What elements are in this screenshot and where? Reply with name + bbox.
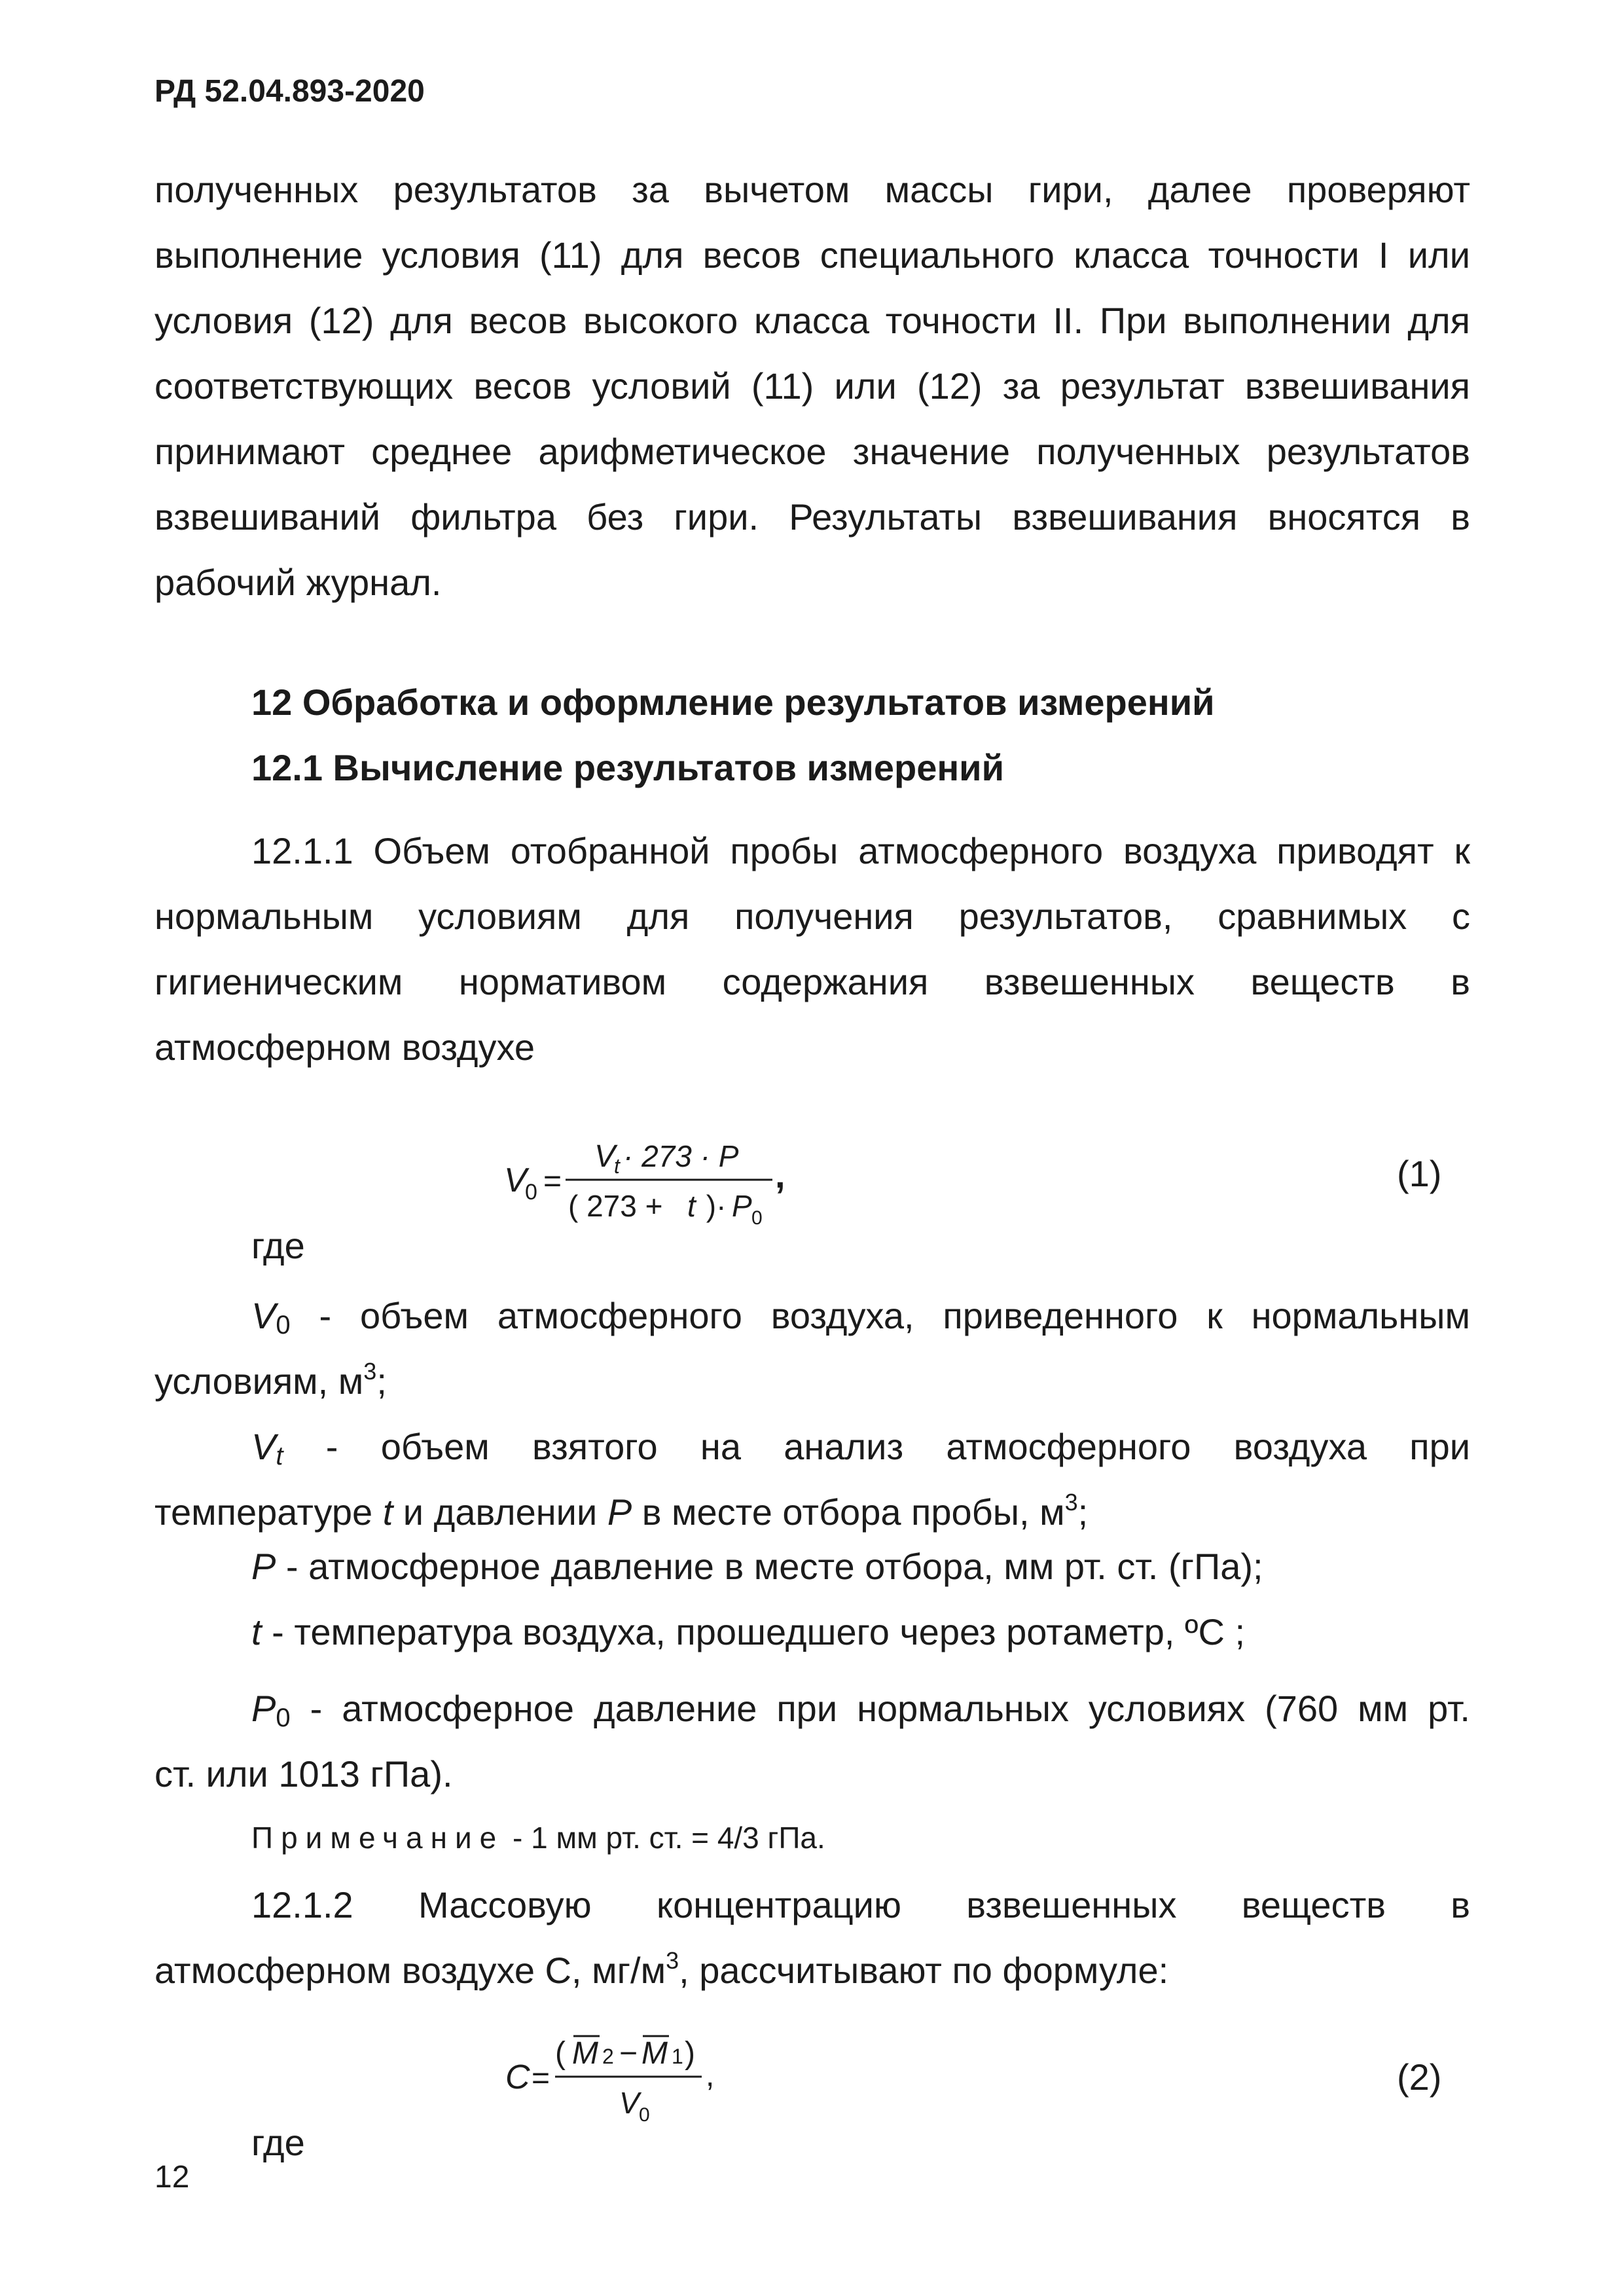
formula-1-comma: ,: [775, 1154, 785, 1195]
where-label: где: [251, 1225, 305, 1266]
where-label: где: [251, 2122, 305, 2163]
text-line: [154, 1414, 1470, 1480]
definition-p0: [154, 1676, 1470, 1807]
symbol: V: [251, 1295, 276, 1336]
definition-text: условиям, м: [154, 1360, 364, 1402]
formula-2-equals: =: [532, 2061, 550, 2096]
formula-2: [497, 2023, 772, 2138]
text-line: 12.1.1 Объем отобранной пробы атмосферного воздуха приводят к: [251, 830, 1470, 871]
text-line: полученных результатов за вычетом массы гири, далее проверяют: [154, 169, 1470, 210]
symbol-subscript: 0: [276, 1311, 291, 1339]
formula-1-den-close: )·: [698, 1189, 727, 1223]
text-line: нормальным условиям для получения результатов, сравнимых с: [154, 896, 1470, 937]
note-label: Примечание: [251, 1821, 505, 1855]
formula-2-den-v: V: [619, 2086, 640, 2120]
formula-2-den-v-sub: 0: [639, 2104, 650, 2126]
formula-2-comma: ,: [706, 2058, 715, 2093]
paragraph-12-1-1: [154, 818, 1470, 1080]
text-line: принимают среднее арифметическое значение полученных результатов: [154, 431, 1470, 472]
text-line: [154, 1938, 1470, 2003]
definition-text: - объем взятого на анализ атмосферного воздуха при: [283, 1426, 1470, 1467]
definition-text: в месте отбора пробы, м: [632, 1491, 1065, 1533]
formula-2-lhs: C: [505, 2058, 530, 2096]
text-line: [154, 1283, 1470, 1349]
symbol: V: [251, 1426, 276, 1467]
subsection-title: 12.1 Вычисление результатов измерений: [251, 747, 1005, 788]
definition-text: - температура воздуха, прошедшего через ротаметр, ºС ;: [261, 1611, 1246, 1652]
text-line: взвешиваний фильтра без гири. Результаты взвешивания вносятся в: [154, 496, 1470, 538]
text-line: [154, 1676, 1470, 1741]
formula-1-equals: =: [543, 1164, 562, 1199]
paragraph-text: , рассчитывают по формуле:: [679, 1950, 1169, 1991]
equation-number-2: (2): [1397, 2056, 1442, 2098]
formula-2-m2-sub: 2: [602, 2045, 614, 2068]
note: [251, 1820, 825, 1855]
formula-2-m2: M: [572, 2036, 598, 2071]
formula-1-num-v: V: [594, 1139, 616, 1174]
symbol: P: [607, 1491, 632, 1533]
formula-1-num-rest: · 273 · P: [623, 1139, 739, 1173]
formula-1-den-open: ( 273 +: [568, 1189, 672, 1223]
superscript: 3: [363, 1358, 377, 1385]
symbol-subscript: t: [276, 1442, 283, 1470]
definition-text: ;: [376, 1360, 387, 1402]
symbol: P: [251, 1688, 276, 1729]
formula-1-den-p: P: [732, 1189, 752, 1223]
definition-text: - атмосферное давление при нормальных условиях (760 мм рт.: [290, 1688, 1470, 1729]
definition-text: и давлении: [393, 1491, 607, 1533]
definition-t: [251, 1611, 1245, 1653]
equation-number-1: (1): [1397, 1153, 1442, 1194]
paragraph-text: атмосферном воздухе С, мг/м: [154, 1950, 666, 1991]
section-title: 12 Обработка и оформление результатов измерений: [251, 682, 1215, 723]
formula-1-lhs: V: [504, 1161, 527, 1199]
definition-text: - атмосферное давление в месте отбора, мм рт. ст. (гПа);: [276, 1546, 1263, 1587]
text-line: ст. или 1013 гПа).: [154, 1753, 453, 1795]
formula-2-m1-sub: 1: [672, 2045, 683, 2068]
text-line: рабочий журнал.: [154, 562, 442, 603]
symbol: P: [251, 1546, 276, 1587]
definition-text: ;: [1077, 1491, 1089, 1533]
formula-2-open-paren: (: [555, 2036, 566, 2071]
note-text: - 1 мм рт. ст. = 4/3 гПа.: [504, 1821, 825, 1855]
text-line: 12.1.2 Массовую концентрацию взвешенных веществ в: [251, 1884, 1470, 1925]
text-line: [154, 1480, 1470, 1545]
definition-p: [251, 1545, 1263, 1588]
formula-1-lhs-sub: 0: [525, 1180, 537, 1205]
formula-2-m1: M: [641, 2036, 668, 2071]
formula-2-close-paren: ): [685, 2036, 695, 2071]
page-number: 12: [154, 2160, 190, 2195]
text-line: условия (12) для весов высокого класса точности II. При выполнении для: [154, 300, 1470, 341]
text-line: [154, 1349, 1470, 1414]
formula-1-num-v-sub: t: [614, 1154, 620, 1178]
symbol-subscript: 0: [276, 1704, 291, 1732]
text-line: соответствующих весов условий (11) или (12) за результат взвешивания: [154, 365, 1470, 407]
intro-paragraph: [154, 157, 1470, 615]
superscript: 3: [666, 1947, 679, 1974]
formula-1-den-t: t: [687, 1189, 696, 1223]
superscript: 3: [1064, 1489, 1078, 1516]
document-number: РД 52.04.893-2020: [154, 74, 425, 109]
text-line: выполнение условия (11) для весов специального класса точности I или: [154, 234, 1470, 276]
definition-text: температуре: [154, 1491, 383, 1533]
text-line: атмосферном воздухе: [154, 1027, 535, 1068]
formula-1-den-p-sub: 0: [751, 1207, 763, 1229]
definition-v0: [154, 1283, 1470, 1414]
paragraph-12-1-2: [154, 1872, 1470, 2003]
formula-2-minus: −: [619, 2036, 638, 2071]
definition-vt: [154, 1414, 1470, 1545]
formula-1: [497, 1126, 838, 1241]
symbol: t: [382, 1491, 393, 1533]
text-line: гигиеническим нормативом содержания взвешенных веществ в: [154, 961, 1470, 1002]
symbol: t: [251, 1611, 262, 1652]
definition-text: - объем атмосферного воздуха, приведенного к нормальным: [290, 1295, 1470, 1336]
